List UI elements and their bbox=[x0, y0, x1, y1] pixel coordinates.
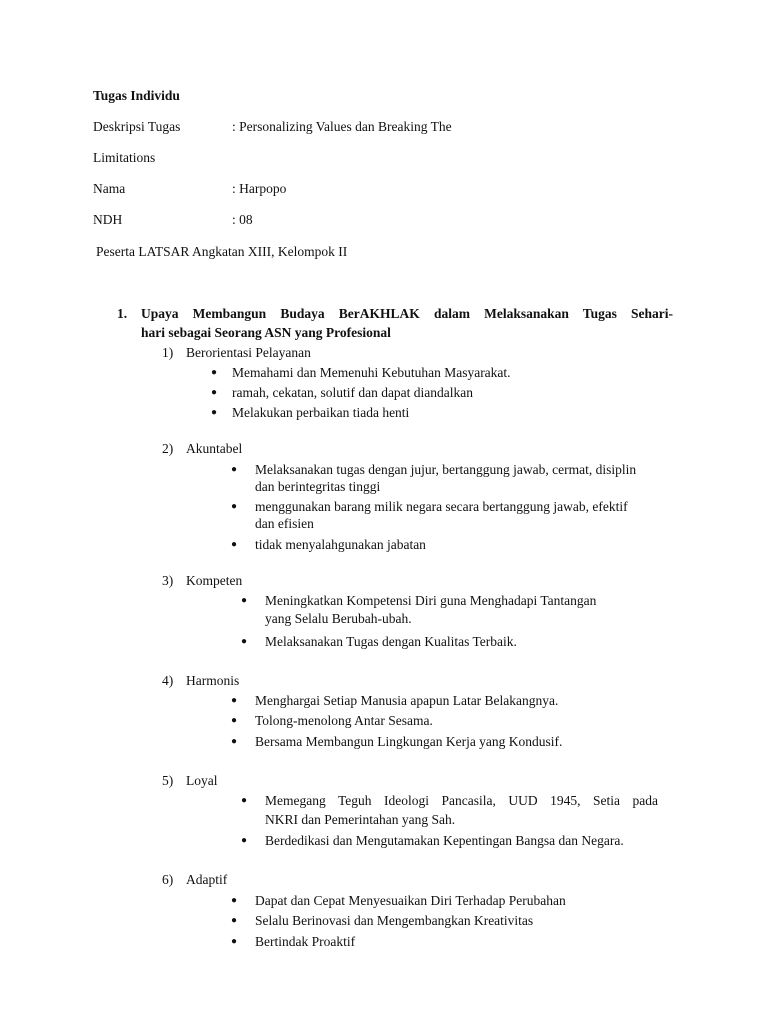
item-number: 3) bbox=[162, 573, 174, 588]
list-item-continuation: dan berintegritas tinggi bbox=[255, 479, 381, 494]
section-number: 1. bbox=[117, 306, 128, 321]
item-number: 2) bbox=[162, 441, 174, 456]
document-title: Tugas Individu bbox=[93, 88, 180, 103]
field-value-nama: : Harpopo bbox=[232, 181, 287, 196]
list-item: Selalu Berinovasi dan Mengembangkan Kreativitas bbox=[255, 913, 534, 928]
bullet-icon: ● bbox=[231, 464, 238, 475]
list-item: Melaksanakan Tugas dengan Kualitas Terbaik. bbox=[265, 634, 517, 649]
bullet-icon: ● bbox=[231, 936, 238, 947]
field-label-limitations: Limitations bbox=[93, 150, 156, 165]
bullet-icon: ● bbox=[241, 595, 248, 606]
field-label-deskripsi: Deskripsi Tugas bbox=[93, 119, 181, 134]
list-item: Bersama Membangun Lingkungan Kerja yang Kondusif. bbox=[255, 734, 563, 749]
item-number: 4) bbox=[162, 673, 174, 688]
section-title-line2: hari sebagai Seorang ASN yang Profesional bbox=[141, 325, 391, 340]
item-label-berorientasi-pelayanan: Berorientasi Pelayanan bbox=[186, 345, 311, 360]
item-label-harmonis: Harmonis bbox=[186, 673, 240, 688]
list-item: Bertindak Proaktif bbox=[255, 934, 356, 949]
bullet-icon: ● bbox=[241, 636, 248, 647]
item-label-akuntabel: Akuntabel bbox=[186, 441, 243, 456]
field-value-deskripsi: : Personalizing Values dan Breaking The bbox=[232, 119, 452, 134]
list-item: ramah, cekatan, solutif dan dapat diandalkan bbox=[232, 385, 474, 400]
peserta-line: Peserta LATSAR Angkatan XIII, Kelompok II bbox=[96, 244, 348, 259]
list-item-continuation: dan efisien bbox=[255, 516, 314, 531]
list-item: menggunakan barang milik negara secara bertanggung jawab, efektif bbox=[255, 499, 628, 514]
bullet-icon: ● bbox=[231, 715, 238, 726]
bullet-icon: ● bbox=[231, 501, 238, 512]
list-item: Melaksanakan tugas dengan jujur, bertanggung jawab, cermat, disiplin bbox=[255, 462, 637, 477]
list-item: Dapat dan Cepat Menyesuaikan Diri Terhadap Perubahan bbox=[255, 893, 566, 908]
bullet-icon: ● bbox=[231, 895, 238, 906]
bullet-icon: ● bbox=[241, 795, 248, 806]
item-number: 5) bbox=[162, 773, 174, 788]
list-item: tidak menyalahgunakan jabatan bbox=[255, 537, 426, 552]
item-number: 6) bbox=[162, 872, 174, 887]
item-label-adaptif: Adaptif bbox=[186, 872, 228, 887]
list-item-continuation: NKRI dan Pemerintahan yang Sah. bbox=[265, 812, 456, 827]
section-title-line1: Upaya Membangun Budaya BerAKHLAK dalam Melaksanakan Tugas Sehari- bbox=[141, 306, 673, 321]
bullet-icon: ● bbox=[231, 915, 238, 926]
bullet-icon: ● bbox=[211, 367, 218, 378]
list-item: Tolong-menolong Antar Sesama. bbox=[255, 713, 433, 728]
bullet-icon: ● bbox=[231, 695, 238, 706]
item-label-loyal: Loyal bbox=[186, 773, 218, 788]
list-item: Memegang Teguh Ideologi Pancasila, UUD 1945, Setia pada bbox=[265, 793, 658, 808]
field-label-nama: Nama bbox=[93, 181, 126, 196]
list-item: Menghargai Setiap Manusia apapun Latar Belakangnya. bbox=[255, 693, 559, 708]
field-label-ndh: NDH bbox=[93, 212, 123, 227]
item-label-kompeten: Kompeten bbox=[186, 573, 243, 588]
bullet-icon: ● bbox=[231, 539, 238, 550]
bullet-icon: ● bbox=[211, 387, 218, 398]
list-item: Meningkatkan Kompetensi Diri guna Menghadapi Tantangan bbox=[265, 593, 597, 608]
bullet-icon: ● bbox=[241, 835, 248, 846]
field-value-ndh: : 08 bbox=[232, 212, 253, 227]
list-item: Berdedikasi dan Mengutamakan Kepentingan Bangsa dan Negara. bbox=[265, 833, 624, 848]
list-item: Melakukan perbaikan tiada henti bbox=[232, 405, 410, 420]
item-number: 1) bbox=[162, 345, 174, 360]
list-item: Memahami dan Memenuhi Kebutuhan Masyarakat. bbox=[232, 365, 511, 380]
bullet-icon: ● bbox=[231, 736, 238, 747]
list-item-continuation: yang Selalu Berubah-ubah. bbox=[265, 611, 412, 626]
bullet-icon: ● bbox=[211, 407, 218, 418]
